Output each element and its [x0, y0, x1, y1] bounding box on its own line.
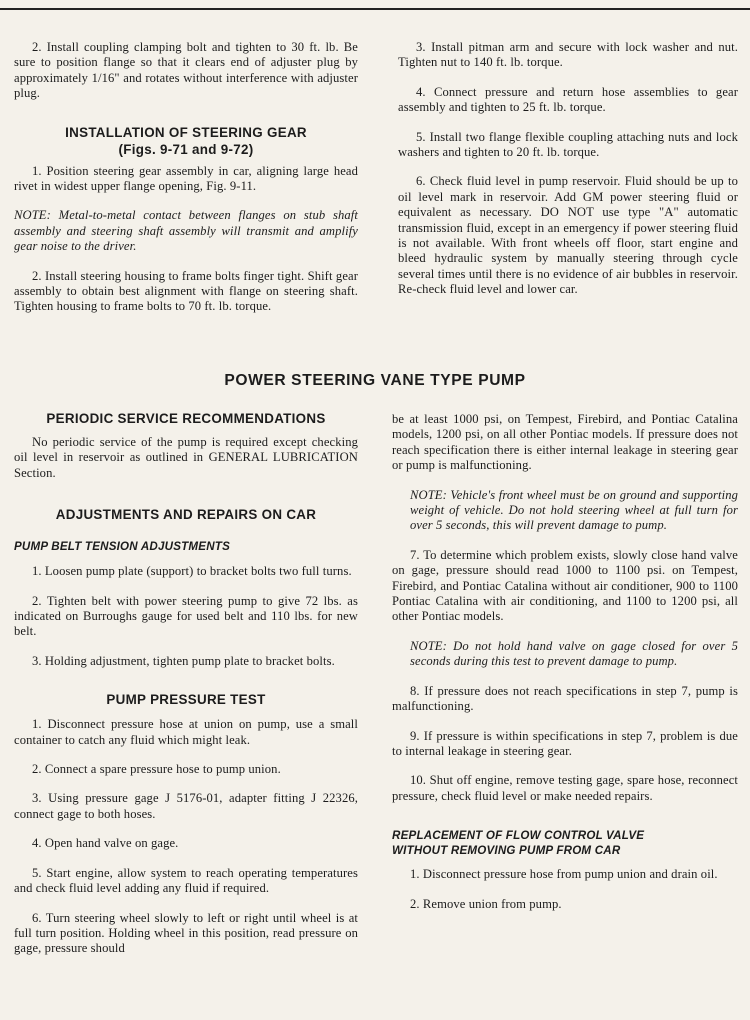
belt-step-1: 1. Loosen pump plate (support) to bracket bolts two full turns. — [32, 564, 352, 579]
test-step-1: 1. Disconnect pressure hose at union on pump, use a small container to catch any fluid which might leak. — [14, 717, 358, 747]
test-step-3: 3. Using pressure gage J 5176-01, adapter fitting J 22326, connect gage to both hoses. — [14, 791, 358, 821]
heading-installation-figs: (Figs. 9-71 and 9-72) — [118, 141, 254, 157]
test-step-6: 6. Turn steering wheel slowly to left or right until wheel is at full turn position. Holding wheel in this position, read pressure on gage, pressure should — [14, 910, 358, 956]
heading-pump-pressure-test: PUMP PRESSURE TEST — [106, 692, 266, 708]
heading-installation-steering-gear: INSTALLATION OF STEERING GEAR — [65, 124, 307, 140]
belt-step-2: 2. Tighten belt with power steering pump to give 72 lbs. as indicated on Burroughs gauge for used belt and 110 lbs. for new belt. — [14, 593, 358, 639]
top-right-column — [398, 40, 738, 298]
install-step-1: 1. Position steering gear assembly in car, aligning large head rivet in widest upper flange opening, Fig. 9-11. — [14, 163, 358, 194]
test-step-2: 2. Connect a spare pressure hose to pump union. — [32, 762, 281, 777]
install-note: NOTE: Metal-to-metal contact between flanges on stub shaft assembly and steering shaft assembly will transmit and amplify gear noise to the driver. — [14, 208, 358, 254]
test-step-4: 4. Open hand valve on gage. — [32, 836, 179, 851]
periodic-service-text: No periodic service of the pump is required except checking oil level in reservoir as outlined in GENERAL LUBRICATION Section. — [14, 435, 358, 480]
subheading-belt-tension: PUMP BELT TENSION ADJUSTMENTS — [14, 540, 230, 554]
top-rule — [0, 8, 750, 10]
top-left-column — [14, 40, 358, 315]
install-step-3: 3. Install pitman arm and secure with lock washer and nut. Tighten nut to 140 ft. lb. torque. — [398, 40, 738, 70]
main-title: POWER STEERING VANE TYPE PUMP — [224, 372, 526, 389]
test-step-10: 10. Shut off engine, remove testing gage, spare hose, reconnect pressure, check fluid level or make needed repairs. — [392, 773, 738, 803]
test-step-8: 8. If pressure does not reach specifications in step 7, pump is malfunctioning. — [392, 683, 738, 714]
step-coupling-bolt: 2. Install coupling clamping bolt and tighten to 30 ft. lb. Be sure to position flange so that it clears end of adjuster plug by approximately 1/16" and rotates without interference with adjuster plug. — [14, 40, 358, 101]
test-step-6-continued: be at least 1000 psi, on Tempest, Firebird, and Pontiac Catalina models, 1200 psi, on all other Pontiac models. If pressure does not reach specification there is either internal leakage in steering gear or pump is malfunctioning. — [392, 412, 738, 473]
subheading-flow-control-valve: REPLACEMENT OF FLOW CONTROL VALVE — [392, 829, 645, 843]
subheading-without-removing-pump: WITHOUT REMOVING PUMP FROM CAR — [392, 844, 621, 858]
bottom-right-column — [392, 412, 738, 912]
test-step-9: 9. If pressure is within specifications in step 7, problem is due to internal leakage in steering gear. — [392, 728, 738, 758]
test-note-front-wheel: NOTE: Vehicle's front wheel must be on ground and supporting weight of vehicle. Do not hold steering wheel at full turn for over 5 seconds, this will prevent damage to pump. — [410, 487, 738, 533]
test-step-7: 7. To determine which problem exists, slowly close hand valve on gage, pressure should read 1000 to 1100 psi. on Tempest, Firebird, and Pontiac Catalina without air conditioner, 900 to 1100 Pontiac Catalina with air conditioning, and 1100 to 1200 psi, all other Pontiac models. — [392, 547, 738, 624]
replace-step-2: 2. Remove union from pump. — [410, 896, 562, 911]
install-step-4: 4. Connect pressure and return hose assemblies to gear assembly and tighten to 25 ft. lb. torque. — [398, 84, 738, 115]
test-step-5: 5. Start engine, allow system to reach operating temperatures and check fluid level adding any fluid if required. — [14, 865, 358, 896]
install-step-2: 2. Install steering housing to frame bolts finger tight. Shift gear assembly to obtain best alignment with flange on steering shaft. Tighten housing to frame bolts to 70 ft. lb. torque. — [14, 268, 358, 314]
install-step-5: 5. Install two flange flexible coupling attaching nuts and lock washers and tighten to 20 ft. lb. torque. — [398, 129, 738, 160]
bottom-left-column — [14, 410, 358, 957]
test-note-hand-valve: NOTE: Do not hold hand valve on gage closed for over 5 seconds during this test to prevent damage to pump. — [410, 638, 738, 669]
replace-step-1: 1. Disconnect pressure hose from pump union and drain oil. — [410, 867, 718, 882]
heading-periodic-service: PERIODIC SERVICE RECOMMENDATIONS — [46, 411, 326, 426]
heading-adjustments-repairs: ADJUSTMENTS AND REPAIRS ON CAR — [55, 507, 317, 523]
belt-step-3: 3. Holding adjustment, tighten pump plate to bracket bolts. — [32, 653, 335, 668]
install-step-6: 6. Check fluid level in pump reservoir. Fluid should be up to oil level mark in reservoir. Add GM power steering fluid or equivalent as necessary. DO NOT use type "A" automatic transmission fluid, except in an emergency if power steering fluid is not available. With front wheels off floor, start engine and bleed hydraulic system by manually steering through cycle several times until there is no evidence of air bubbles in reservoir. Re-check fluid level and lower car. — [398, 174, 738, 297]
